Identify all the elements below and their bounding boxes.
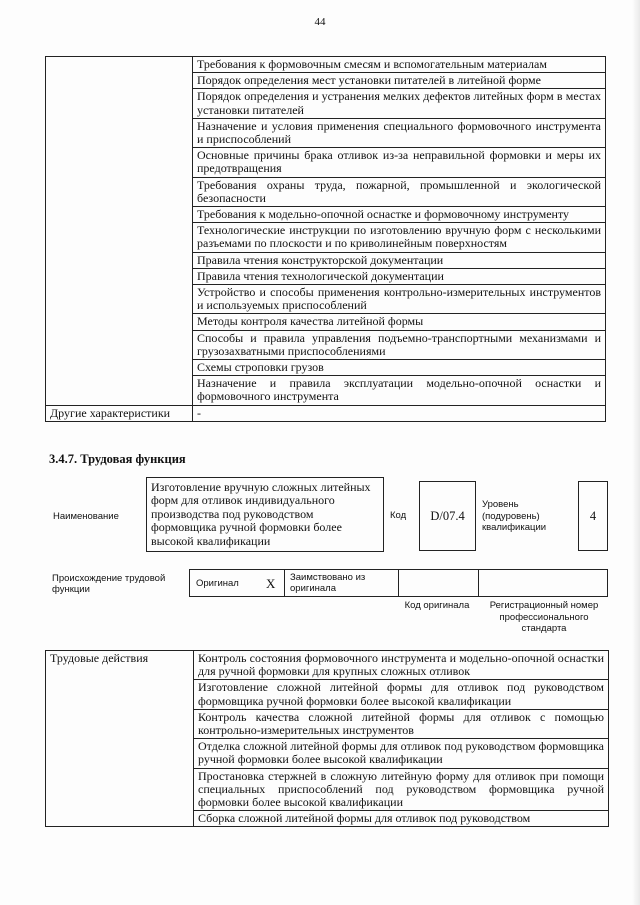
table-cell: Требования к модельно-опочной оснастке и формовочному инструменту: [193, 207, 606, 223]
origin-label: Происхождение трудовой функции: [52, 573, 166, 595]
level-box: [578, 481, 608, 551]
other-characteristics-value: -: [193, 405, 606, 421]
table-cell: Способы и правила управления подъемно-транспортными механизмами и грузозахватными приспособлениями: [193, 330, 606, 359]
table-cell: Контроль состояния формовочного инструмента и модельно-опочной оснастки для ручной формовки для крупных сложных отливок: [194, 651, 609, 680]
table-cell: Порядок определения и устранения мелких дефектов литейных форм в местах установки питателей: [193, 89, 606, 118]
table-cell: Правила чтения конструкторской документации: [193, 252, 606, 268]
table-cell: Простановка стержней в сложную литейную форму для отливок при помощи специальных приспособлений под руководством формовщика ручной формовки более высокой квалификации: [194, 768, 609, 811]
page-number: 44: [314, 16, 326, 28]
table-cell: Правила чтения технологической документации: [193, 268, 606, 284]
table-row: [46, 651, 609, 680]
origin-borrowed-label: Заимствовано из оригинала: [290, 572, 366, 594]
origin-divider: [284, 570, 285, 596]
reg-number-caption: Регистрационный номер профессионального стандарта: [489, 600, 599, 634]
other-characteristics-label: Другие характеристики: [46, 405, 193, 421]
origin-box: [189, 569, 608, 597]
table-cell: Отделка сложной литейной формы для отливок под руководством формовщика ручной формовки более высокой квалификации: [194, 739, 609, 768]
level-value: 4: [589, 508, 597, 523]
table-cell: Порядок определения мест установки питателей в литейной форме: [193, 73, 606, 89]
table-row: [46, 57, 606, 73]
name-label: Наименование: [53, 511, 119, 522]
table-cell: Назначение и правила эксплуатации модельно-опочной оснастки и формовочного инструмента: [193, 376, 606, 405]
level-label: Уровень (подуровень) квалификации: [482, 499, 547, 533]
function-name-box: Изготовление вручную сложных литейных форм для отливок индивидуального производства под руководством формовщика ручной формовки более высокой квалификации: [146, 477, 384, 552]
labor-actions-table: [45, 650, 609, 827]
table-cell: Устройство и способы применения контрольно-измерительных инструментов и используемых приспособлений: [193, 285, 606, 314]
section-title: 3.4.7. Трудовая функция: [49, 452, 186, 466]
origin-mark: X: [266, 576, 276, 591]
table-cell: Изготовление сложной литейной формы для отливок под руководством формовщика ручной формовки более высокой квалификации: [194, 680, 609, 709]
table-cell: Методы контроля качества литейной формы: [193, 314, 606, 330]
table-row: [46, 405, 606, 421]
origin-divider: [478, 570, 479, 596]
code-value: D/07.4: [430, 508, 465, 523]
table-cell: Схемы строповки грузов: [193, 360, 606, 376]
origin-original-label: Оригинал: [196, 578, 239, 589]
knowledge-requirements-table: [45, 56, 606, 422]
table-cell: Основные причины брака отливок из-за неправильной формовки и меры их предотвращения: [193, 148, 606, 177]
scan-edge-shadow: [632, 0, 640, 905]
table-cell-empty: [46, 57, 193, 406]
code-original-caption: Код оригинала: [404, 600, 470, 611]
labor-actions-label: Трудовые действия: [46, 651, 194, 827]
table-cell: Требования к формовочным смесям и вспомогательным материалам: [193, 57, 606, 73]
table-cell: Сборка сложной литейной формы для отливок под руководством: [194, 811, 609, 827]
code-label: Код: [390, 510, 407, 521]
table-cell: Назначение и условия применения специального формовочного инструмента и приспособлений: [193, 118, 606, 147]
table-cell: Контроль качества сложной литейной формы для отливок с помощью контрольно-измерительных инструментов: [194, 709, 609, 738]
table-cell: Технологические инструкции по изготовлению вручную форм с несколькими разъемами по плоскости и по криволинейным поверхностям: [193, 223, 606, 252]
table-cell: Требования охраны труда, пожарной, промышленной и экологической безопасности: [193, 177, 606, 206]
code-box: [419, 481, 476, 551]
origin-divider: [398, 570, 399, 596]
